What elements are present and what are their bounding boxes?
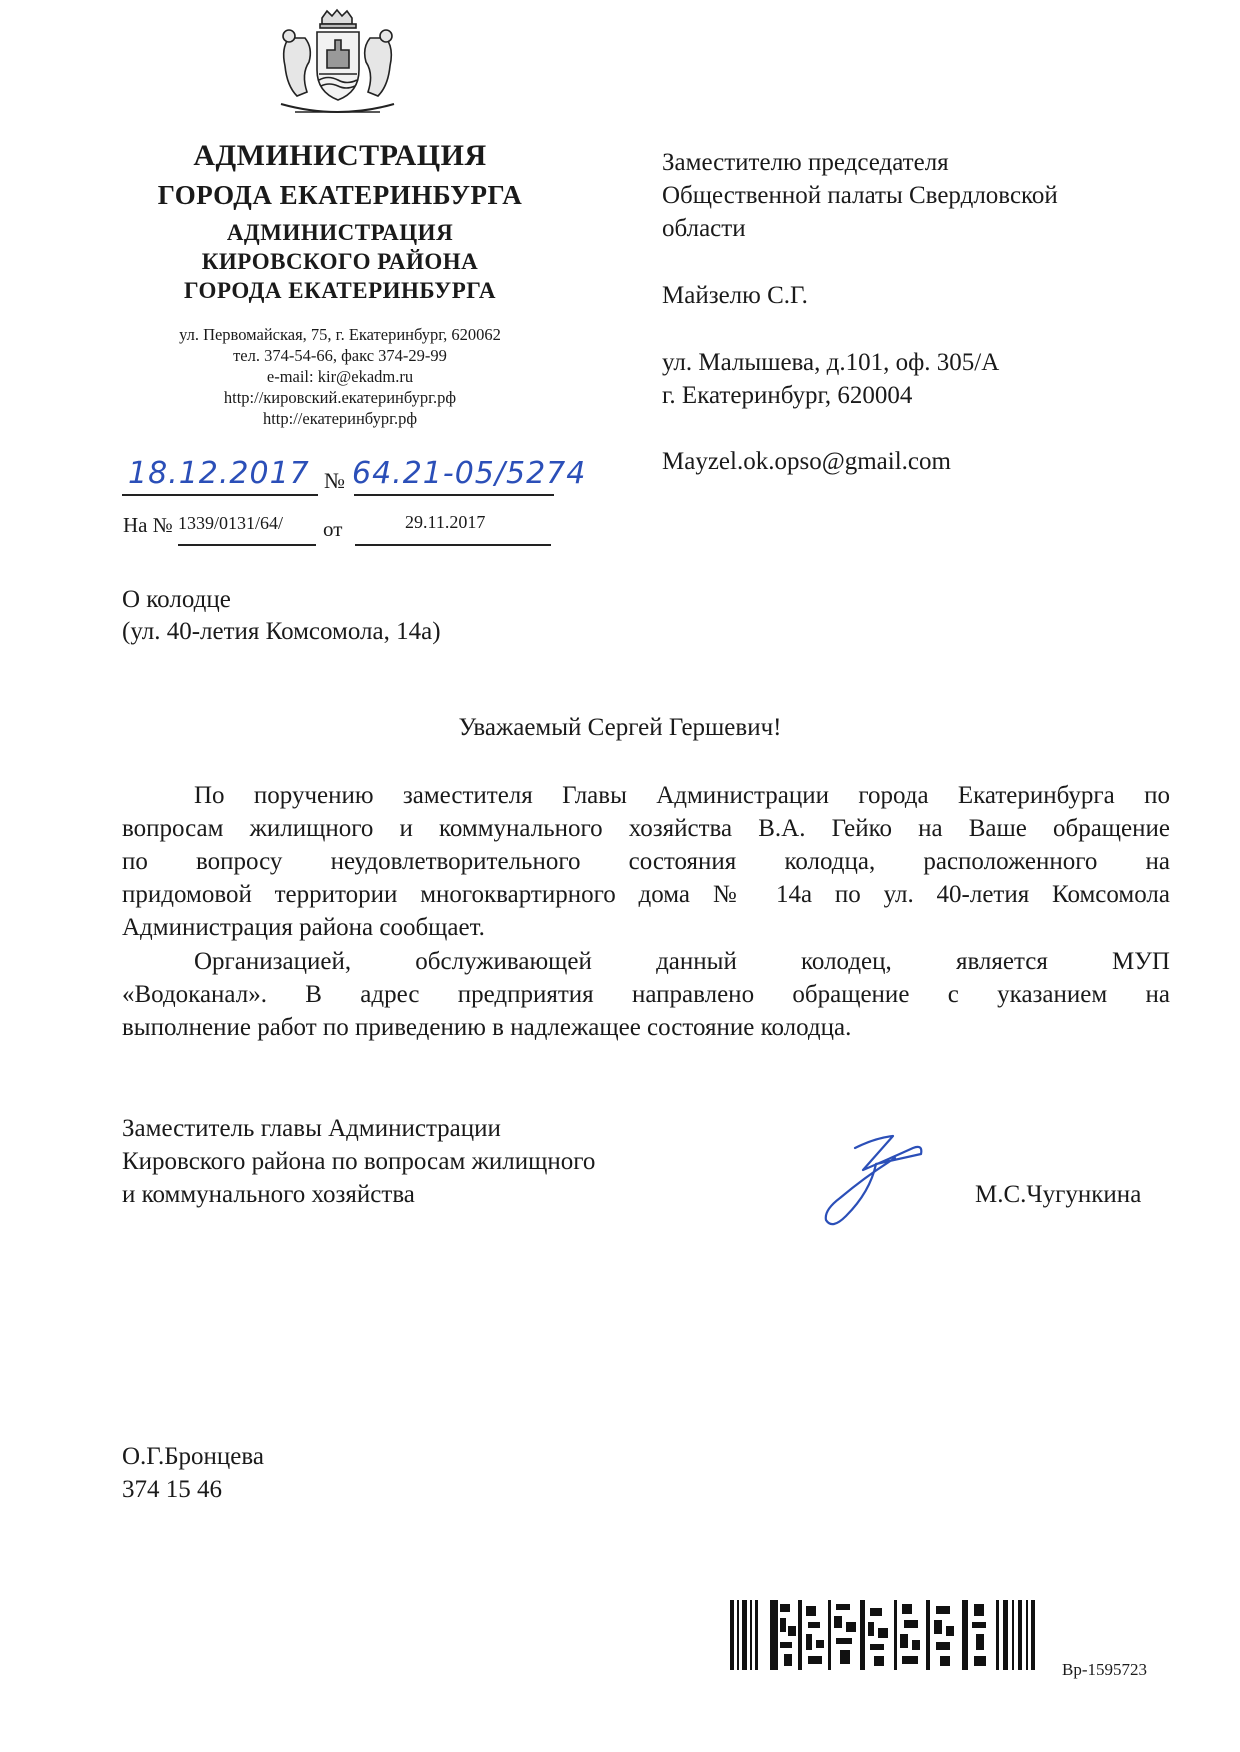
salutation: Уважаемый Сергей Гершевич! <box>458 714 782 741</box>
number-sign: № <box>324 468 345 493</box>
number-underline <box>354 494 554 496</box>
reference-number-underline <box>178 544 316 546</box>
org-phone: тел. 374-54-66, факс 374-29-99 <box>233 346 447 365</box>
body-line-4: придомовой территории многоквартирного дома № 14а по ул. 40-летия Комсомола <box>122 881 1170 908</box>
signatory-title-line1: Заместитель главы Администрации <box>122 1115 501 1142</box>
addressee-position-line1: Заместителю председателя <box>662 149 949 176</box>
addressee-city: г. Екатеринбург, 620004 <box>662 382 913 409</box>
org-website-2: http://екатеринбург.рф <box>262 409 418 428</box>
subject-line1: О колодце <box>122 586 231 613</box>
subject-line2: (ул. 40-летия Комсомола, 14а) <box>122 618 441 645</box>
reference-date-underline <box>355 544 551 546</box>
signer-name: М.С.Чугункина <box>975 1181 1142 1208</box>
reference-date: 29.11.2017 <box>405 512 486 532</box>
org-name-line1: АДМИНИСТРАЦИЯ <box>193 139 487 172</box>
addressee-name: Майзелю С.Г. <box>662 282 808 309</box>
org-name-line5: ГОРОДА ЕКАТЕРИНБУРГА <box>184 278 496 303</box>
body-line-8: выполнение работ по приведению в надлежащее состояние колодца. <box>122 1014 852 1041</box>
body-line-2: вопросам жилищного и коммунального хозяйства В.А. Гейко на Ваше обращение <box>122 815 1170 842</box>
body-line-1: По поручению заместителя Главы Администрации города Екатеринбурга по <box>194 782 1170 809</box>
org-name-line4: КИРОВСКОГО РАЙОНА <box>201 249 479 274</box>
org-address: ул. Первомайская, 75, г. Екатеринбург, 620062 <box>179 325 501 344</box>
executor-phone: 374 15 46 <box>122 1476 222 1503</box>
addressee-street: ул. Малышева, д.101, оф. 305/А <box>662 349 1000 376</box>
org-name-line2: ГОРОДА ЕКАТЕРИНБУРГА <box>157 180 523 210</box>
body-line-3: по вопросу неудовлетворительного состояния колодца, расположенного на <box>122 848 1170 875</box>
barcode-icon <box>730 1600 1035 1670</box>
addressee-position-line2: Общественной палаты Свердловской <box>662 182 1058 209</box>
barcode-number: Вр-1595723 <box>1062 1660 1147 1679</box>
executor-name: О.Г.Бронцева <box>122 1443 264 1470</box>
body-line-6: Организацией, обслуживающей данный колодец, является МУП <box>194 948 1170 975</box>
registration-date: 18.12.2017 <box>128 456 310 491</box>
org-website-1: http://кировский.екатеринбург.рф <box>223 388 457 407</box>
addressee-email: Mayzel.ok.opso@gmail.com <box>662 448 951 475</box>
signatory-title-line2: Кировского района по вопросам жилищного <box>122 1148 596 1175</box>
handwritten-signature-icon <box>805 1108 955 1233</box>
reference-prefix: На № <box>123 513 173 537</box>
body-line-5: Администрация района сообщает. <box>122 914 485 941</box>
coat-of-arms-icon <box>275 8 400 120</box>
body-line-7: «Водоканал». В адрес предприятия направлено обращение с указанием на <box>122 981 1170 1008</box>
org-email: e-mail: kir@ekadm.ru <box>266 367 414 386</box>
org-name-line3: АДМИНИСТРАЦИЯ <box>226 220 454 245</box>
reference-from-label: от <box>323 517 343 541</box>
registration-number: 64.21-05/5274 <box>352 456 587 491</box>
date-underline <box>122 494 318 496</box>
addressee-position-line3: области <box>662 215 746 242</box>
reference-number: 1339/0131/64/ <box>178 513 284 533</box>
signatory-title-line3: и коммунального хозяйства <box>122 1181 415 1208</box>
